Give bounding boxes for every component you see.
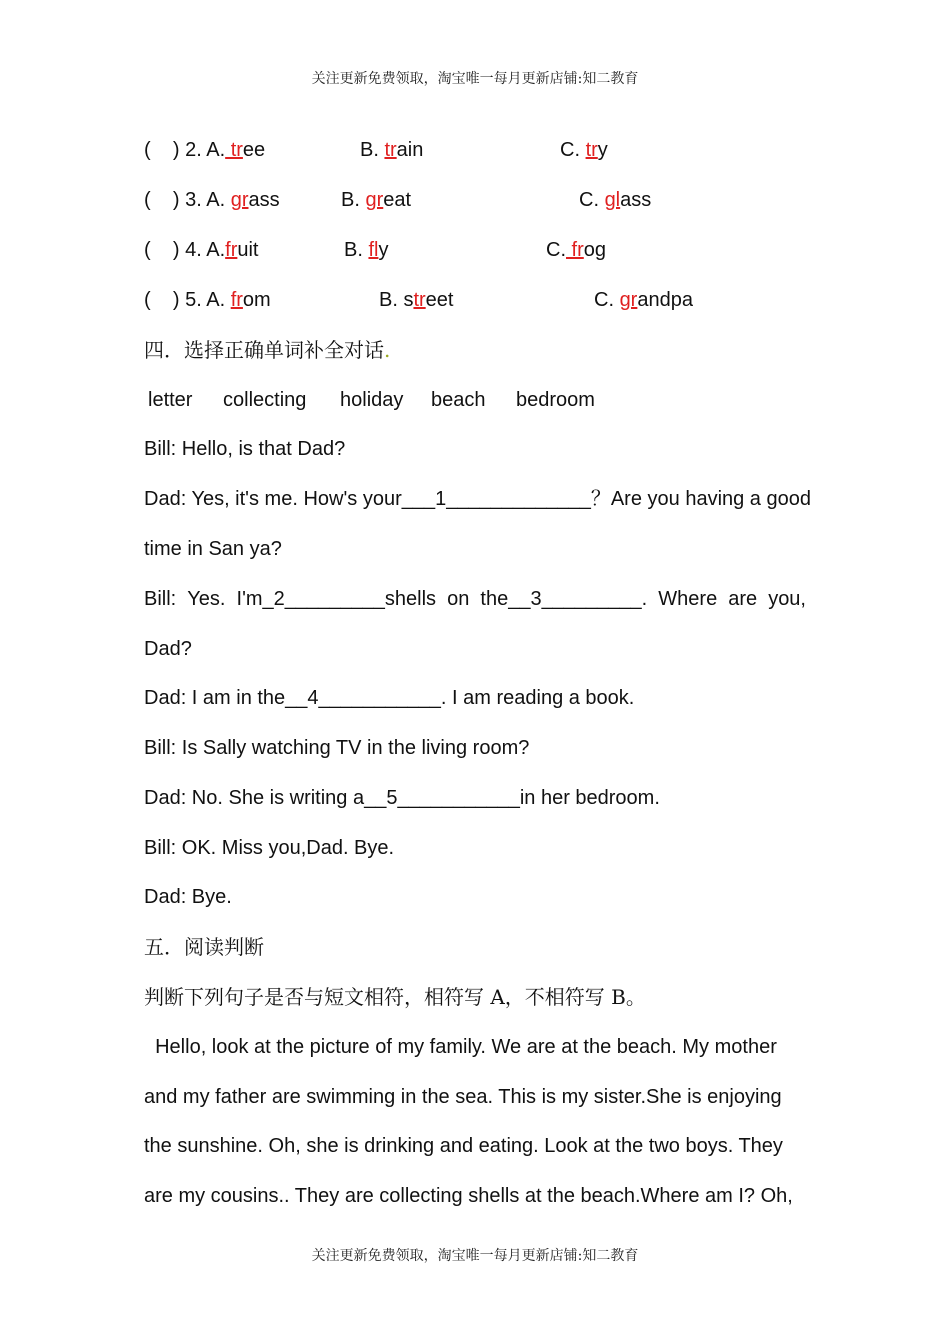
option-b: B. great (341, 189, 412, 211)
question-number: 2. A. (185, 139, 226, 161)
section-5-title: 五．阅读判断 (144, 935, 264, 959)
option-a-rest: om (242, 289, 271, 311)
option-a-highlight: tr (225, 139, 243, 161)
dialogue-line: time in San ya? (144, 538, 282, 560)
question-number: 5. A. (185, 289, 231, 311)
option-b: B. train (360, 139, 424, 161)
option-a-rest: ee (242, 139, 266, 161)
option-a-highlight: fr (230, 289, 243, 311)
dialogue-line: Dad: Bye. (144, 886, 232, 908)
passage-line: the sunshine. Oh, she is drinking and eating. Look at the two boys. They (144, 1135, 783, 1157)
section-4-title: 四．选择正确单词补全对话. (144, 338, 391, 362)
dialogue-line: Bill: OK. Miss you,Dad. Bye. (144, 837, 395, 859)
option-c: C. frog (546, 239, 607, 261)
dialogue-line: Dad: No. She is writing a__5___________in her bedroom. (144, 787, 660, 809)
phonics-row-5 (144, 288, 693, 312)
dialogue-line: Bill: Is Sally watching TV in the living room? (144, 737, 530, 759)
option-b: B. street (379, 289, 454, 311)
page-header: 关注更新免费领取，淘宝唯一每月更新店铺:知二教育 (311, 71, 639, 87)
answer-paren: ( ) (144, 239, 180, 261)
dialogue-line: Bill: Hello, is that Dad? (144, 438, 346, 460)
option-a-rest: ass (248, 189, 280, 211)
passage-line: are my cousins.. They are collecting shells at the beach.Where am I? Oh, (144, 1185, 793, 1207)
question-number: 4. A. (185, 239, 226, 261)
page-footer: 关注更新免费领取，淘宝唯一每月更新店铺:知二教育 (311, 1248, 639, 1264)
phonics-row-4 (144, 238, 607, 262)
dialogue-line: Dad? (144, 638, 192, 660)
dialogue-line: Dad: Yes, it's me. How's your___1_____________？Are you having a good (144, 488, 811, 510)
option-a-highlight: fr (225, 239, 238, 261)
word-bank-item: collecting (223, 389, 307, 411)
stray-mark: . (384, 338, 391, 362)
dialogue-line: Dad: I am in the__4___________. I am reading a book. (144, 687, 635, 709)
word-bank-item: beach (431, 389, 486, 411)
option-a-highlight: gr (230, 189, 249, 211)
section-5-instruction: 判断下列句子是否与短文相符，相符写 A，不相符写 B。 (144, 985, 646, 1009)
option-a-rest: uit (237, 239, 259, 261)
question-number: 3. A. (185, 189, 231, 211)
option-c: C. grandpa (594, 289, 693, 311)
passage-line: and my father are swimming in the sea. This is my sister.She is enjoying (144, 1086, 782, 1108)
answer-paren: ( ) (144, 289, 180, 311)
answer-paren: ( ) (144, 139, 180, 161)
answer-paren: ( ) (144, 189, 180, 211)
phonics-row-2 (144, 138, 608, 162)
word-bank-item: bedroom (516, 389, 595, 411)
dialogue-line-justified: Bill: Yes. I'm_2_________shells on the__3_________. Where are you, (144, 588, 806, 610)
phonics-row-3 (144, 188, 652, 212)
option-c: C. glass (579, 189, 652, 211)
passage-line: Hello, look at the picture of my family. We are at the beach. My mother (144, 1036, 777, 1058)
word-bank-item: letter (148, 389, 193, 411)
option-c: C. try (560, 139, 608, 161)
word-bank-item: holiday (340, 389, 404, 411)
option-b: B. fly (344, 239, 389, 261)
